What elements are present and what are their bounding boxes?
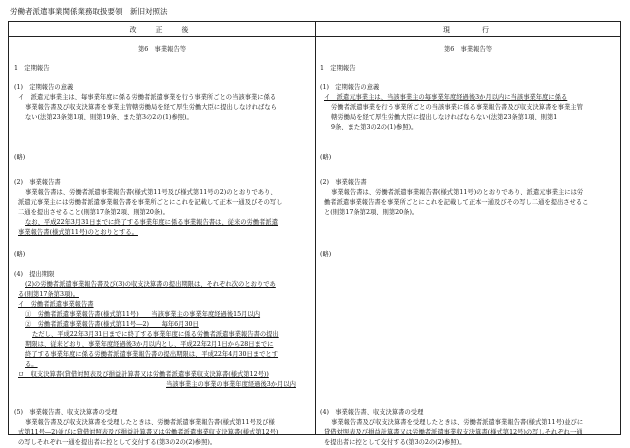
current-column	[320, 38, 616, 446]
text-line: 期限は、従来どおり、事業年度経過後3か月以内とし、平成22年2月1日から28日までに	[25, 341, 274, 348]
text-line: 9条、また第3の2の(1)参照)。	[331, 124, 418, 131]
text-line: 貸借対照表及び損益計算書又は労働者派遣事業収支決算書(様式第12号)の写しそれぞれ一通	[324, 429, 583, 436]
omitted-mark: (略)	[320, 154, 332, 161]
omitted-mark: (略)	[14, 154, 26, 161]
text-line: 事業報告書及び収支決算書を受理したときは、労働者派遣事業報告書(様式第11号)並びに	[331, 419, 584, 426]
revised-column	[14, 38, 310, 446]
text-line: 二通を提出させること(則第17条第2項、則第20条)。	[18, 209, 169, 216]
text-line: 事業報告書は、労働者派遣事業報告書(様式第11号及び様式第11号の2)のとおりであり、	[25, 189, 277, 196]
text-line: 当該事業主の事業の事業年度経過後3か月以内	[166, 381, 296, 388]
text-line: 轄労働局を経て厚生労働大臣に提出しなければならない(法第23条第1項、則第1	[331, 114, 558, 121]
sub-heading: (4) 提出期限	[14, 271, 55, 278]
text-line: ① 労働者派遣事業報告書(様式第11号) 当該事業主の事業年度経過後15月以内	[25, 311, 261, 318]
sub-heading: (2) 事業報告書	[14, 179, 61, 186]
text-line: ロ 収支決算書(貸借対照表及び損益計算書又は労働者派遣事業収支決算書(様式第12号))	[18, 371, 269, 378]
text-line: イ 派遣元事業主は、当該事業主の毎事業年度経過後3か月以内に当該事業年度に係る	[324, 94, 568, 101]
text-line: 派遣元事業主には労働者派遣事業報告書を事業所ごとにこれを記載して正本一通及びその写し	[18, 199, 283, 206]
text-line: る。	[25, 361, 38, 368]
document-title: 労働者派遣事業関係業務取扱要領 新旧対照法	[10, 7, 168, 16]
text-line: を提出者に控として交付する(第3の2の(2)参照)。	[324, 439, 466, 446]
sub-heading: (5) 事業報告書、収支決算書の受理	[14, 409, 118, 416]
sub-heading: (1) 定期報告の意義	[320, 84, 380, 91]
header-current: 現 行	[443, 26, 495, 34]
sub-heading: (1) 定期報告の意義	[14, 84, 74, 91]
text-line: 働者派遣事業報告書を事業所ごとにこれを記載して正本一通及びその写し二通を提出させるこ	[324, 199, 589, 206]
text-line: 事業報告書は、労働者派遣事業報告書(様式第11号)のとおりであり、派遣元事業主には労	[331, 189, 584, 196]
text-line: 労働者派遣事業を行う事業所ごとの当該事業に係る事業報告書及び収支決算書を事業主管	[331, 104, 583, 111]
column-divider	[315, 22, 316, 434]
text-line: イ 労働者派遣事業報告書	[18, 301, 94, 308]
text-line: なお、平成22年3月31日までに終了する事業年度に係る事業報告書は、従来の労働者派遣	[25, 219, 279, 226]
text-line: ただし、平成22年3月31日までに終了する事業年度に係る労働者派遣事業報告書の提出	[32, 331, 279, 338]
comparison-table	[8, 21, 621, 446]
sub-heading: (4) 事業報告書、収支決算書の受理	[320, 409, 424, 416]
text-line: ない(法第23条第1項、則第19条、また第3の2の(1)参照)。	[25, 114, 193, 121]
sub-heading: (2) 事業報告書	[320, 179, 367, 186]
text-line: 事業報告書(様式第11号)のとおりとする。	[18, 229, 138, 236]
chapter-title: 第6 事業報告等	[443, 46, 493, 53]
section-heading: 1 定期報告	[320, 65, 356, 72]
chapter-title: 第6 事業報告等	[137, 46, 187, 53]
text-line: 式第11号―2)並びに貸借対照表及び損益計算書又は労働者派遣事業収支決算書(様式第12号)	[18, 429, 279, 436]
omitted-mark: (略)	[14, 251, 26, 258]
section-heading: 1 定期報告	[14, 65, 50, 72]
text-line: の写しそれぞれ一通を提出者に控として交付する(第3の2の(2)参照)。	[18, 439, 217, 446]
text-line: と(則第17条第2項、則第20条)。	[324, 209, 419, 216]
text-line: 事業報告書及び収支決算書を事業主管轄労働局を経て厚生労働大臣に提出しなければなら	[25, 104, 277, 111]
text-line: (2)の労働者派遣事業報告書及び(3)の収支決算書の提出期限は、それぞれ次のとおりであ	[25, 281, 276, 288]
text-line: ② 労働者派遣事業報告書(様式第11号―2) 毎年6月30日	[25, 321, 199, 328]
omitted-mark: (略)	[320, 251, 332, 258]
text-line: 事業報告書及び収支決算書を受理したときは、労働者派遣事業報告書(様式第11号及び様	[25, 419, 275, 426]
text-line: る(則第17条第3項)。	[18, 291, 80, 298]
header-revised: 改 正 後	[129, 26, 195, 34]
text-line: イ 派遣元事業主は、毎事業年度に係る労働者派遣事業を行う事業所ごとの当該事業に係る	[18, 94, 277, 101]
text-line: 終了する事業年度に係る労働者派遣事業報告書の提出期限は、平成22年4月30日までとす	[25, 351, 279, 358]
